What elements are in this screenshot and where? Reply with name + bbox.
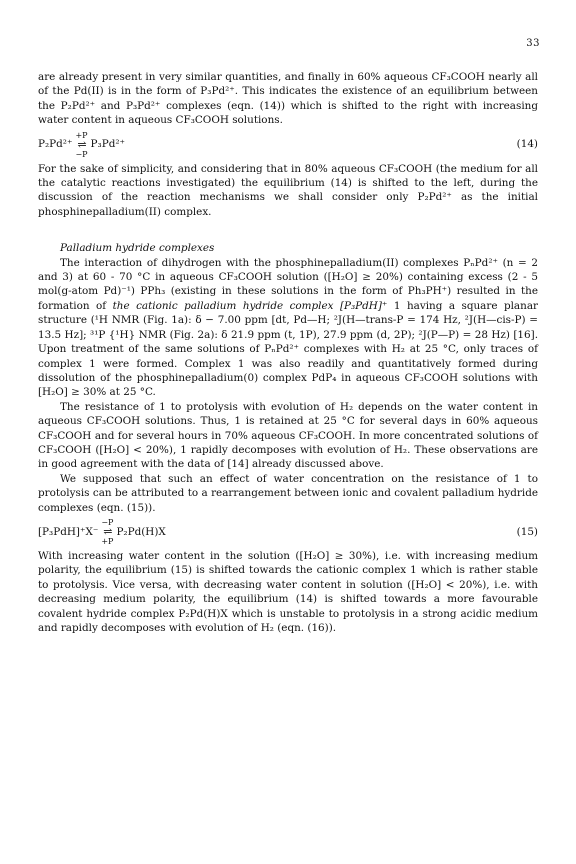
equilibrium-arrow-icon: ⇌ — [77, 137, 86, 151]
text-body — [38, 70, 538, 635]
equilibrium-arrow-icon: ⇌ — [103, 524, 112, 538]
eq14-under: −P — [75, 149, 88, 159]
eq15-over: −P — [101, 517, 114, 527]
page-number: 33 — [526, 38, 540, 49]
paragraph-5: We supposed that such an effect of water concentration on the resistance of 1 to protolysis can be attributed to a rearrangement between ionic and covalent palladium hydride complexes (eqn. (15)). — [38, 472, 538, 514]
eq14-number: (14) — [516, 138, 538, 151]
equation-15 — [38, 515, 538, 549]
eq14-over: +P — [75, 130, 88, 140]
eq14-right: P₃Pd²⁺ — [90, 138, 125, 151]
section-heading: Palladium hydride complexes — [60, 242, 215, 255]
eq15-right: P₂Pd(H)X — [116, 525, 166, 538]
paragraph-3-italic: the cationic palladium hydride complex [P₃PdH]⁺ — [112, 299, 388, 312]
eq15-under: +P — [101, 536, 114, 546]
paragraph-6: With increasing water content in the solution ([H₂O] ≥ 30%), i.e. with increasing medium polarity, the equilibrium (15) is shifted towards the cationic complex 1 which is rather stable to protolysis. Vice versa, with decreasing water content in solution ([H₂O] < 20%), i.e. with decreasing medium polarity, the equilibrium (14) is shifted towards a more favourable covalent hydride complex P₂Pd(H)X which is unstable to protolysis in a strong acidic medium and rapidly decomposes with evolution of H₂ (eqn. (16)). — [38, 549, 538, 634]
paragraph-4: The resistance of 1 to protolysis with evolution of H₂ depends on the water content in aqueous CF₃COOH solutions. Thus, 1 is retained at 25 °C for several days in 60% aqueous CF₃COOH and for several hours in 70% aqueous CF₃COOH. In more concentrated solutions of CF₃COOH ([H₂O] < 20%), 1 rapidly decomposes with evolution of H₂. These observations are in good agreement with the data of [14] already discussed above. — [38, 400, 538, 471]
eq15-number: (15) — [516, 525, 538, 538]
paragraph-3 — [38, 256, 538, 400]
paragraph-3-end: 1 having a square planar structure (¹H NMR (Fig. 1a): δ − 7.00 ppm [dt, Pd—H; ²J(H—trans-P = 174 Hz, ²J(H—cis-P) = 13.5 Hz]; ³¹P {¹H} NMR (Fig. 2a): δ 21.9 ppm (t, 1P), 27.9 ppm (d, 2P); ²J(P—P) = 28 Hz) [16]. Upon treatment of the same solutions of PₙPd²⁺ complexes with H₂ at 25 °C, only traces of complex 1 were formed. Complex 1 was also readily and quantitatively formed during dissolution of the phosphinepalladium(0) complex PdP₄ in aqueous CF₃COOH solutions with [H₂O] ≥ 30% at 25 °C. — [38, 299, 538, 399]
eq14-equilibrium-arrow — [75, 131, 87, 159]
paragraph-3-start: The interaction of dihydrogen with the phosphinepalladium(II) complexes PₙPd²⁺ (n = 2 and 3) at 60 - 70 °C in aqueous CF₃COOH solution ([H₂O] ≥ 20%) containing excess (2 - 5 mol(g-atom Pd)⁻¹) PPh₃ (existing in these solutions in the form of Ph₃PH⁺) resulted in the formation of — [38, 256, 538, 312]
paragraph-2: For the sake of simplicity, and considering that in 80% aqueous CF₃COOH (the medium for all the catalytic reactions investigated) the equilibrium (14) is shifted to the left, during the discussion of the reaction mechanisms we shall consider only P₂Pd²⁺ as the initial phosphinepalladium(II) complex. — [38, 162, 538, 218]
eq15-left: [P₃PdH]⁺X⁻ — [38, 525, 99, 538]
eq15-equilibrium-arrow — [101, 518, 113, 546]
equation-14 — [38, 128, 538, 162]
eq14-left: P₂Pd²⁺ — [38, 138, 73, 151]
paragraph-1: are already present in very similar quantities, and finally in 60% aqueous CF₃COOH nearly all of the Pd(II) is in the form of P₃Pd²⁺. This indicates the existence of an equilibrium between the P₂Pd²⁺ and P₃Pd²⁺ complexes (eqn. (14)) which is shifted to the right with increasing water content in aqueous CF₃COOH solutions. — [38, 71, 538, 127]
